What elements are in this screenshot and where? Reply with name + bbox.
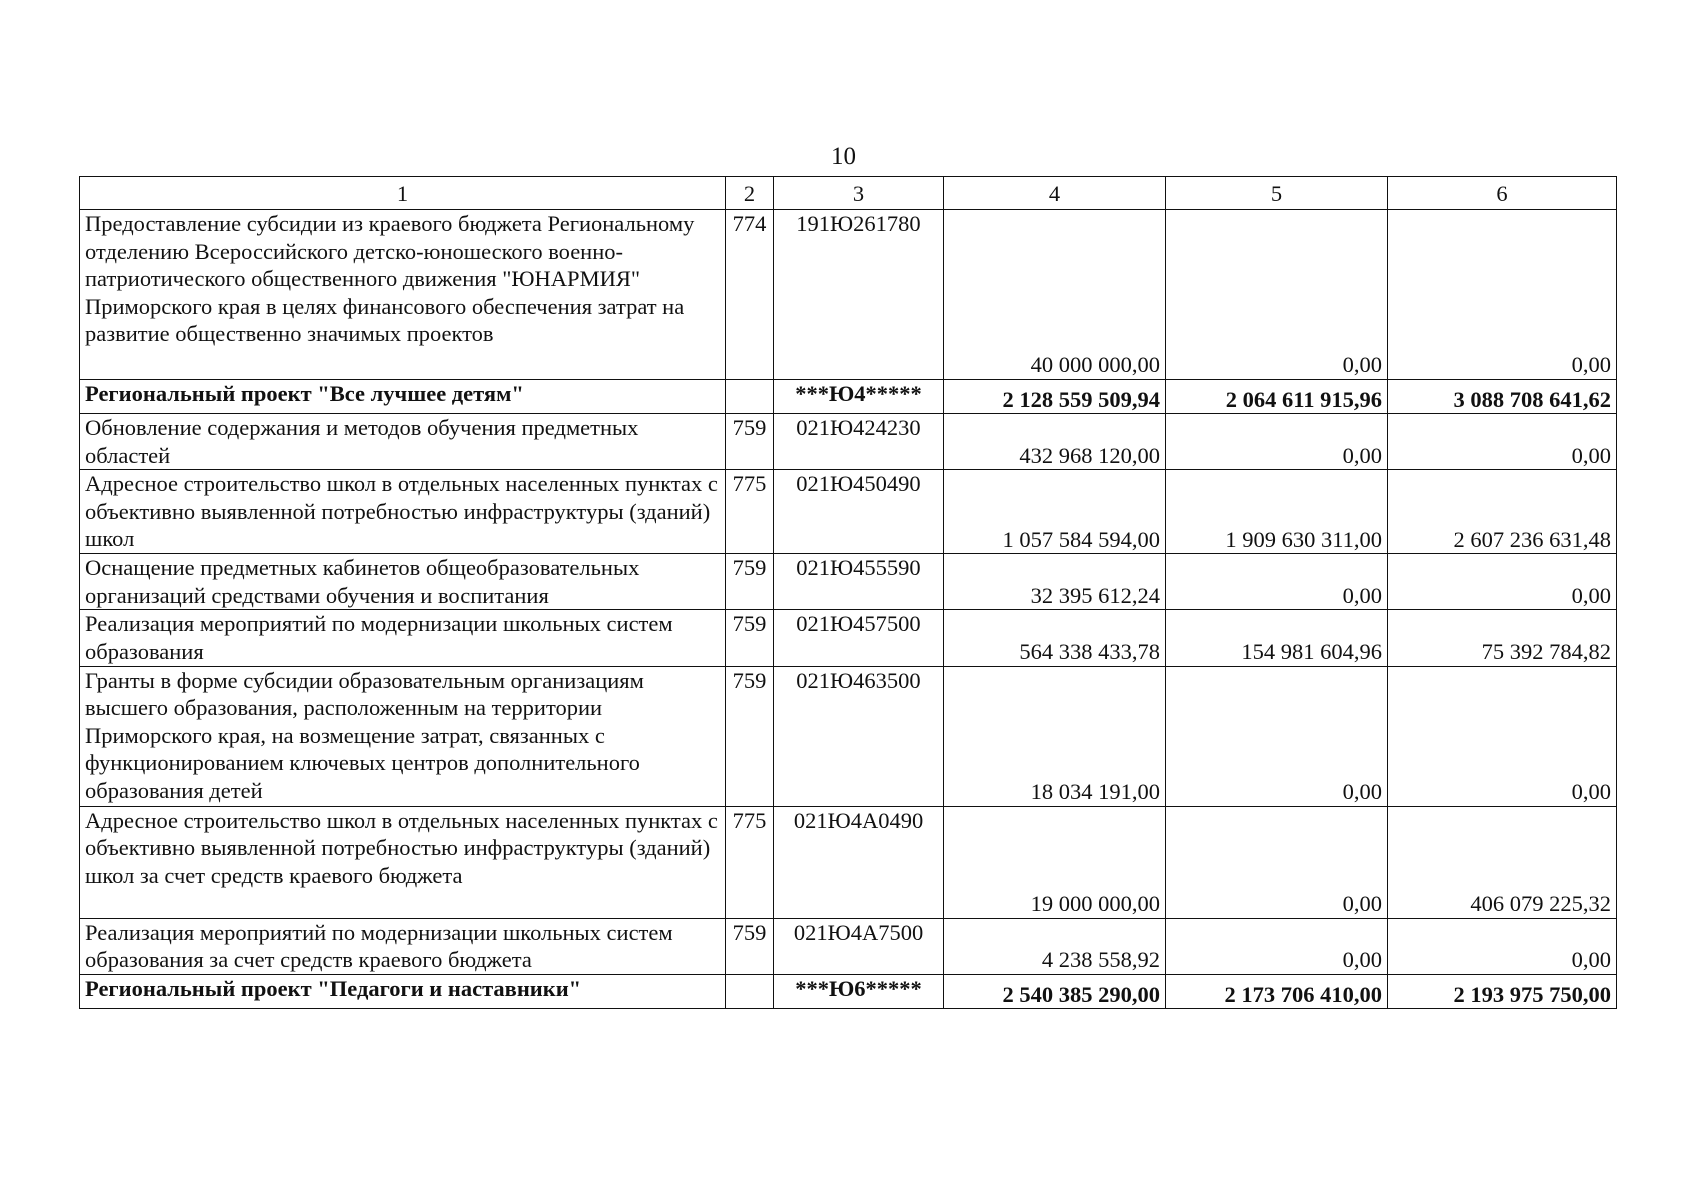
column-header-2: 2 [726,177,774,210]
row-grbs-code: 775 [726,806,774,918]
row-amount-col4: 564 338 433,78 [944,610,1166,666]
row-amount-col4: 32 395 612,24 [944,554,1166,610]
row-amount-col4: 40 000 000,00 [944,210,1166,380]
table-row [80,666,1617,806]
project-amount-col5: 2 064 611 915,96 [1166,380,1388,414]
column-header-6: 6 [1388,177,1617,210]
project-amount-col4: 2 540 385 290,00 [944,974,1166,1008]
row-amount-col4: 4 238 558,92 [944,918,1166,974]
row-grbs-code: 774 [726,210,774,380]
project-grbs-code [726,380,774,414]
project-target-code: ***Ю4***** [774,380,944,414]
page-number: 10 [831,143,856,170]
table-row [80,554,1617,610]
row-amount-col4: 432 968 120,00 [944,414,1166,470]
project-amount-col6: 3 088 708 641,62 [1388,380,1617,414]
column-header-5: 5 [1166,177,1388,210]
row-target-code: 021Ю457500 [774,610,944,666]
row-amount-col4: 1 057 584 594,00 [944,470,1166,554]
budget-table-body [80,177,1617,1009]
row-amount-col4: 19 000 000,00 [944,806,1166,918]
project-grbs-code [726,974,774,1008]
row-amount-col5: 154 981 604,96 [1166,610,1388,666]
row-amount-col6: 75 392 784,82 [1388,610,1617,666]
project-name: Региональный проект "Все лучшее детям" [80,380,726,414]
row-name: Адресное строительство школ в отдельных населенных пунктах с объективно выявленной потребностью инфраструктуры (зданий) школ за счет средств краевого бюджета [80,806,726,918]
row-amount-col6: 0,00 [1388,414,1617,470]
row-target-code: 021Ю424230 [774,414,944,470]
column-header-4: 4 [944,177,1166,210]
column-header-1: 1 [80,177,726,210]
project-amount-col4: 2 128 559 509,94 [944,380,1166,414]
row-target-code: 021Ю455590 [774,554,944,610]
table-row [80,806,1617,918]
row-name: Реализация мероприятий по модернизации школьных систем образования за счет средств краевого бюджета [80,918,726,974]
table-row [80,210,1617,380]
row-name: Реализация мероприятий по модернизации школьных систем образования [80,610,726,666]
row-amount-col5: 0,00 [1166,210,1388,380]
row-amount-col6: 2 607 236 631,48 [1388,470,1617,554]
row-amount-col5: 0,00 [1166,918,1388,974]
row-amount-col6: 0,00 [1388,918,1617,974]
row-target-code: 021Ю450490 [774,470,944,554]
table-row [80,610,1617,666]
project-amount-col6: 2 193 975 750,00 [1388,974,1617,1008]
column-number-row [80,177,1617,210]
row-name: Адресное строительство школ в отдельных населенных пунктах с объективно выявленной потребностью инфраструктуры (зданий) школ [80,470,726,554]
project-name: Региональный проект "Педагоги и наставники" [80,974,726,1008]
row-amount-col6: 406 079 225,32 [1388,806,1617,918]
row-grbs-code: 759 [726,610,774,666]
row-target-code: 021Ю4А7500 [774,918,944,974]
row-grbs-code: 775 [726,470,774,554]
row-grbs-code: 759 [726,666,774,806]
row-grbs-code: 759 [726,918,774,974]
table-row [80,414,1617,470]
project-amount-col5: 2 173 706 410,00 [1166,974,1388,1008]
row-amount-col5: 1 909 630 311,00 [1166,470,1388,554]
row-grbs-code: 759 [726,554,774,610]
row-name: Оснащение предметных кабинетов общеобразовательных организаций средствами обучения и воспитания [80,554,726,610]
row-name: Предоставление субсидии из краевого бюджета Региональному отделению Всероссийского детско-юношеского военно-патриотического общественного движения "ЮНАРМИЯ" Приморского края в целях финансового обеспечения затрат на развитие общественно значимых проектов [80,210,726,380]
row-amount-col6: 0,00 [1388,210,1617,380]
row-target-code: 021Ю463500 [774,666,944,806]
row-grbs-code: 759 [726,414,774,470]
row-amount-col6: 0,00 [1388,554,1617,610]
project-total-row [80,380,1617,414]
column-header-3: 3 [774,177,944,210]
budget-table [79,176,1617,1009]
project-total-row [80,974,1617,1008]
project-target-code: ***Ю6***** [774,974,944,1008]
row-name: Обновление содержания и методов обучения предметных областей [80,414,726,470]
row-target-code: 191Ю261780 [774,210,944,380]
row-amount-col5: 0,00 [1166,806,1388,918]
table-row [80,918,1617,974]
row-name: Гранты в форме субсидии образовательным организациям высшего образования, расположенным на территории Приморского края, на возмещение затрат, связанных с функционированием ключевых центров дополнительного образования детей [80,666,726,806]
row-amount-col5: 0,00 [1166,554,1388,610]
row-amount-col4: 18 034 191,00 [944,666,1166,806]
table-row [80,470,1617,554]
row-amount-col5: 0,00 [1166,414,1388,470]
row-amount-col6: 0,00 [1388,666,1617,806]
row-amount-col5: 0,00 [1166,666,1388,806]
row-target-code: 021Ю4А0490 [774,806,944,918]
